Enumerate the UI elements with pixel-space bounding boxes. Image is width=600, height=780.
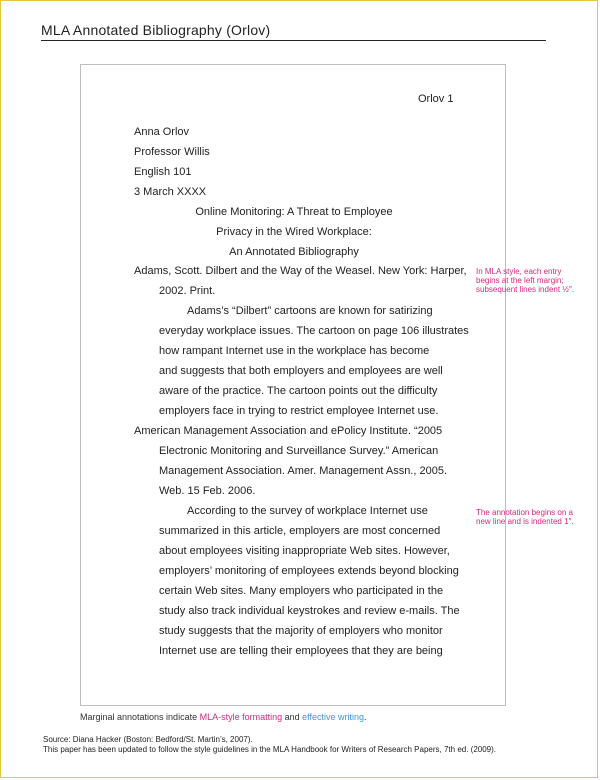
heading-student-name: Anna Orlov [134, 126, 190, 138]
caption-suffix: . [364, 712, 367, 722]
entry-citation-line: Adams, Scott. Dilbert and the Way of the Weasel. New York: Harper, [134, 265, 467, 277]
annotation-first-line: Adams’s “Dilbert” cartoons are known for satirizing [187, 305, 433, 317]
body-line: how rampant Internet use in the workplace has become [159, 345, 430, 357]
body-line: study also track individual keystrokes and review e-mails. The [159, 605, 460, 617]
entry-citation-line: American Management Association and ePolicy Institute. “2005 [134, 425, 443, 437]
heading-instructor: Professor Willis [134, 146, 210, 158]
source-update-line: This paper has been updated to follow the style guidelines in the MLA Handbook for Writers of Research Papers, 7th ed. (2009). [43, 745, 497, 754]
paper-title-line: Privacy in the Wired Workplace: [216, 226, 372, 238]
caption-mla-formatting: MLA-style formatting [199, 712, 283, 722]
source-line: Source: Diana Hacker (Boston: Bedford/St. Martin’s, 2007). [43, 735, 253, 744]
annotation-first-line: According to the survey of workplace Internet use [187, 505, 428, 517]
body-line: 2002. Print. [159, 285, 216, 297]
body-line: Electronic Monitoring and Surveillance Survey.” American [159, 445, 439, 457]
body-line: Management Association. Amer. Management Assn., 2005. [159, 465, 448, 477]
source-note [43, 735, 583, 755]
body-line: employers’ monitoring of employees extends beyond blocking [159, 565, 459, 577]
caption-effective-writing: effective writing [302, 712, 365, 722]
body-line: aware of the practice. The cartoon points out the difficulty [159, 385, 438, 397]
body-line: about employees visiting inappropriate Web sites. However, [159, 545, 450, 557]
caption-middle: and [282, 712, 303, 722]
body-line: study suggests that the majority of employers who monitor [159, 625, 443, 637]
body-line: summarized in this article, employers are most concerned [159, 525, 441, 537]
body-line: and suggests that both employers and employees are well [159, 365, 443, 377]
body-line: everyday workplace issues. The cartoon on page 106 illustrates [159, 325, 469, 337]
heading-date: 3 March XXXX [134, 186, 207, 198]
body-line: Web. 15 Feb. 2006. [159, 485, 256, 497]
body-line: Internet use are telling their employees that they are being [159, 645, 443, 657]
body-line: employers face in trying to restrict employee Internet use. [159, 405, 439, 417]
body-line: certain Web sites. Many employers who participated in the [159, 585, 444, 597]
annotation-indent-rule: The annotation begins on a new line and is indented 1″. [476, 508, 574, 526]
paper-page [80, 64, 506, 706]
annotation-entry-format: In MLA style, each entry begins at the left margin; subsequent lines indent ½″. [476, 267, 575, 294]
caption-prefix: Marginal annotations indicate [80, 712, 200, 722]
caption [80, 712, 367, 722]
running-head: Orlov 1 [418, 93, 454, 105]
paper-title-line: An Annotated Bibliography [229, 246, 359, 258]
paper-title-line: Online Monitoring: A Threat to Employee [195, 206, 393, 218]
heading-course: English 101 [134, 166, 192, 178]
document-title: MLA Annotated Bibliography (Orlov) [41, 22, 546, 41]
